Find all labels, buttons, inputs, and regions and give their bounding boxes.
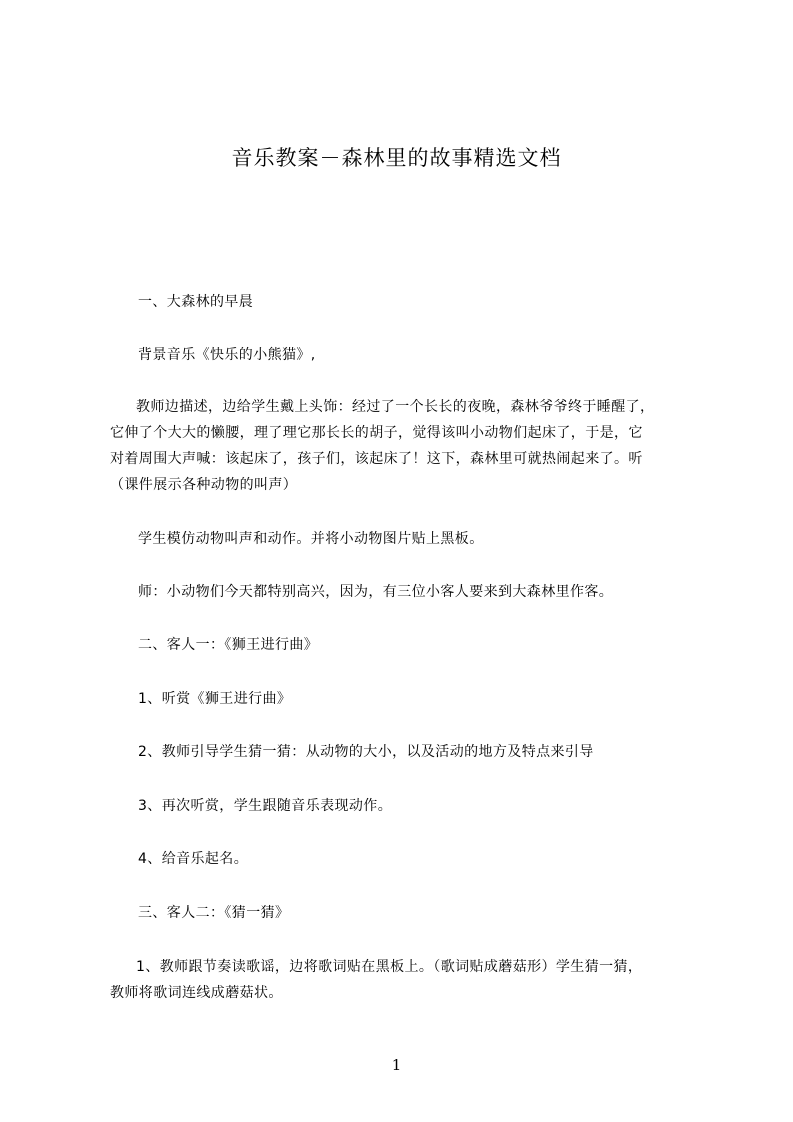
- paragraph-line: 教师边描述，边给学生戴上头饰：经过了一个长长的夜晚，森林爷爷终于睡醒了，: [136, 399, 655, 415]
- paragraph-background-music: [110, 342, 682, 368]
- paragraph-teacher-description: [110, 394, 682, 498]
- paragraph-line: 背景音乐《快乐的小熊猫》,: [138, 347, 316, 363]
- paragraph-line: 对着周围大声喊：该起床了，孩子们，该起床了！这下，森林里可就热闹起来了。听: [110, 451, 643, 467]
- paragraph-line: 教师将歌词连线成蘑菇状。: [110, 985, 283, 1001]
- section-heading-2: [110, 632, 682, 658]
- list-item-2-3: [110, 793, 682, 819]
- paragraph-line: 师：小动物们今天都特别高兴，因为，有三位小客人要来到大森林里作客。: [138, 584, 614, 600]
- section-heading-3: [110, 900, 682, 926]
- list-item-2-4: [110, 846, 682, 872]
- paragraph-line: 3、再次听赏，学生跟随音乐表现动作。: [138, 798, 393, 814]
- paragraph-line: 1、听赏《狮王进行曲》: [138, 691, 292, 707]
- paragraph-line: 4、给音乐起名。: [138, 851, 249, 867]
- document-title: 音乐教案－森林里的故事精选文档: [231, 146, 562, 170]
- page-number: 1: [391, 1056, 402, 1074]
- paragraph-student-imitation: [110, 526, 682, 552]
- paragraph-line: 它伸了个大大的懒腰，理了理它那长长的胡子，觉得该叫小动物们起床了，于是，它: [110, 425, 643, 441]
- paragraph-line: 一、大森林的早晨: [138, 294, 254, 310]
- paragraph-line: 1、教师跟节奏读歌谣，边将歌词贴在黑板上。（歌词贴成蘑菇形）学生猜一猜，: [136, 959, 643, 975]
- paragraph-line: （课件展示各种动物的叫声）: [110, 477, 298, 493]
- section-heading-1: [110, 289, 682, 315]
- paragraph-line: 学生模仿动物叫声和动作。并将小动物图片贴上黑板。: [138, 531, 484, 547]
- paragraph-line: 二、客人一：《狮王进行曲》: [138, 637, 319, 653]
- paragraph-line: 三、客人二：《猜一猜》: [138, 905, 290, 921]
- paragraph-teacher-remark: [110, 579, 682, 605]
- paragraph-line: 2、教师引导学生猜一猜：从动物的大小，以及活动的地方及特点来引导: [138, 744, 594, 760]
- list-item-2-1: [110, 686, 682, 712]
- list-item-3-1: [110, 954, 682, 1006]
- list-item-2-2: [110, 739, 682, 765]
